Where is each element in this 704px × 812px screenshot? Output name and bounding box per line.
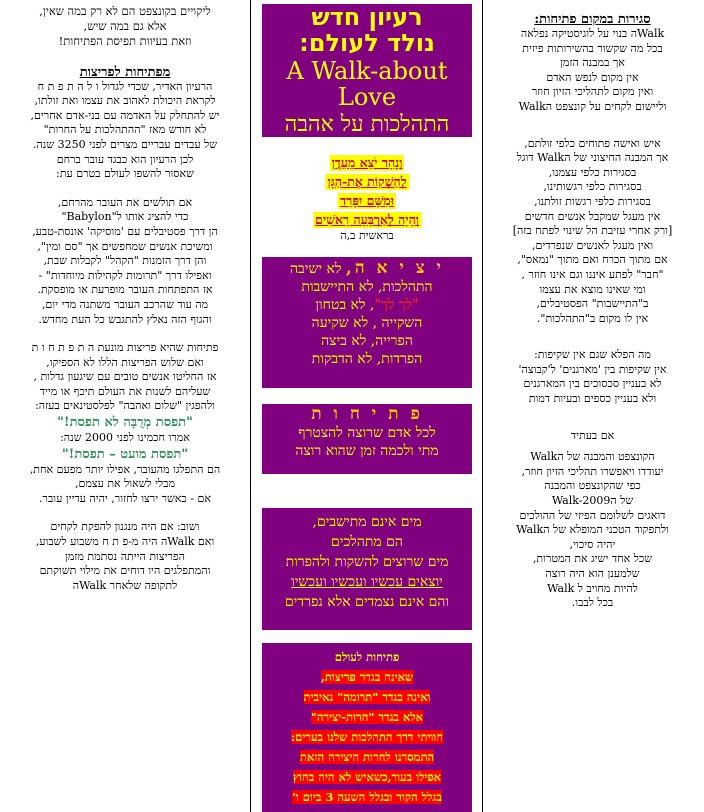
text-line: לא בעניין סכסוכים בין המארגנים — [523, 377, 662, 391]
title-hebrew-sub: התהלכות על אהבה — [284, 112, 450, 137]
text-line: הן דרך פסטיבלים עם 'מוסיקה' אונסת-טבע, — [32, 224, 218, 238]
text-line: אין לו מקום ב"התהלכות". — [536, 311, 649, 325]
text-line: פתיחות שהיא פריצות מונעת ה ת פ ת ח ו ת — [31, 341, 219, 355]
verse-line: וּמִשָּׁם יִפָּרֵד — [340, 193, 394, 208]
text-line: בסגירות כלפי רגשותינו, — [543, 180, 642, 194]
text-line: של הWalk-2009 — [551, 494, 634, 508]
exit-line: הפרייה, לא ביצה — [321, 333, 413, 349]
text-line: שעליהם לשנות את העולם תיכף או מייד — [39, 384, 211, 398]
after-quotes — [4, 463, 246, 507]
quote-source: אמרו חכמינו לפני 2000 שנה: — [60, 431, 190, 445]
text-line: אז התפתחות העובר מופרעת או מופסקת. — [37, 283, 213, 297]
text-line: אין מעגל שמקבל אנשים חדשים — [524, 209, 661, 223]
text-line: בכל לבבו. — [571, 596, 614, 610]
exit-line: התהלכות, לא התיישבות — [301, 279, 433, 295]
closure-block-1 — [487, 27, 698, 115]
text-line: מה הפלא שגם אין שקיפות: — [534, 348, 651, 362]
lech-lecha: "לך לך" — [374, 297, 419, 313]
text-line: הפריצות הייתה נסתמת מזמן — [65, 549, 185, 563]
exit-heading: י צ י א ה, — [345, 258, 445, 278]
title-line: נולד לעולם: — [299, 29, 435, 57]
water-line: והם אינם נצמדים אלא נפרדים — [284, 594, 450, 610]
verse-block — [262, 152, 472, 242]
again-paragraph — [4, 520, 246, 593]
text-line: אם תולשים את העובר מהרחם, — [57, 195, 193, 209]
text-line: בסגירות כלפי רגשות זולתנו, — [534, 194, 651, 208]
openings-heading: פ ת י ח ו ת — [311, 404, 423, 424]
text-line: שכל אחד ישיג את המטרות, — [532, 552, 653, 566]
text-line: ואם שלוש הפריצות הללו לא הספיקו, — [46, 355, 204, 369]
breakouts-heading: מפתיחות לפריצות — [79, 64, 171, 80]
text-line: יהיה סיכוי, — [569, 537, 616, 551]
text-line: והן דרך הזמנות "הקהל" לקבלות שבת, — [43, 254, 207, 268]
text-line: אך המבנה החיצוני של הWalk דוגל — [516, 151, 669, 165]
text-line: יש להתחלק על האדמה עם בני-אדם אחרים, — [30, 108, 220, 122]
water-line: מים שרוצים להשקות ולהפרות — [285, 554, 449, 570]
exit-line: הפרדות, לא הדבקות — [311, 351, 423, 367]
text-line: אין שקיפות בין 'מארגנים' ל'קבוצה' — [518, 362, 667, 376]
text-line: וליישום לקחים על קונצפט הWalk — [518, 99, 667, 113]
final-line: חוויתי דרך התהלכות שלנו בערים: — [290, 730, 444, 744]
final-line: שאינה בגדר פריצות, — [320, 670, 414, 684]
text-line: ולהפגין "שלום ואהבה" לפלסטינאים בעזה: — [35, 399, 215, 413]
text-line: "חבר" לפתע איננו וגם אינו חוזר , — [521, 267, 664, 281]
left-column — [0, 0, 250, 812]
text-line: לא חודש מאז "ההתהלכות על החרות" — [43, 123, 207, 137]
text-line: לקראת היכולת לאהוב את עצמו ואת זולתו, — [34, 94, 216, 108]
right-column — [483, 0, 704, 812]
exit-block — [262, 257, 472, 388]
intro-line: אלא גם במה שיש, — [83, 19, 167, 34]
text-line: ואין מעגל לאנשים שנפרדים, — [531, 238, 654, 252]
text-line: בסגירות כלפי עצמנו, — [548, 165, 637, 179]
text-line: ולא בעניין כספים ובעיות דמות — [528, 392, 657, 406]
text-line: איש ואישה פתוחים כלפי זולתם, — [524, 136, 661, 150]
text-line: הקונצפט והמבנה של הWalk — [530, 450, 655, 464]
text-line: אך במבנה הזמן — [560, 56, 625, 70]
quote-much: "תפסת מְרֻבָּה לא תפסת!" — [57, 415, 193, 431]
verse-line: וְהָיָה לְאַרְבָּעָה רָאשִׁים — [315, 212, 419, 227]
title-line: רעיון חדש — [311, 3, 423, 31]
verse-line: וְנָהָר יֹצֵא מֵעֵדֶן — [331, 155, 403, 170]
closure-block-3 — [487, 348, 698, 406]
text-line: והמתפלגים היו דוחים את מילוי תשוקתם — [39, 564, 211, 578]
thirty-paragraph — [4, 196, 246, 327]
text-line: כפי שהקונצפט והמבנה — [544, 479, 641, 493]
text-line: כדי להציג אותו ל"Babylon" — [61, 210, 189, 224]
final-block — [262, 643, 472, 812]
water-line: הם מתהלכים — [331, 534, 403, 550]
text-line: אם בעתיד — [570, 428, 615, 442]
text-line: ואין מקום לתהליכי הזיון חוזר — [531, 85, 654, 99]
verse-source: בראשית ב,ה — [340, 229, 394, 242]
final-line: אפילו בעוד,כשאיש לא היה בחוץ — [292, 770, 442, 784]
middle-column — [250, 0, 483, 812]
water-block — [262, 508, 472, 630]
text-line: יעודדו ויאפשרו תהליכי הזיון חוזר, — [521, 464, 664, 478]
quote-little: "תפסת מועט – תפסת!" — [61, 446, 189, 462]
text-line: לתקופה שלאחר Walkה — [72, 578, 178, 592]
text-line: בכל מה שקשור בהשירותות פיזית — [522, 41, 663, 55]
openings-line: לכל אדם שרוצה להצטרף — [298, 425, 436, 441]
text-line: אם מתוך הכרח ואם מתוך "נמאס", — [517, 253, 668, 267]
closure-block-4 — [487, 429, 698, 611]
text-line: דואגים לשלומם הפיזי של ההולכים — [519, 508, 666, 522]
text-line: מה עוד שהרכב העובר משתנה מדי יום, — [41, 297, 209, 311]
openings-line: מתי ולכמה זמן שהוא רוצה — [295, 443, 439, 459]
text-line: של עבדים עבריים מצרים לפני 3250 שנה. — [32, 137, 218, 151]
text-line: ולתפקוד הטכני המופלא של הWalk — [516, 523, 669, 537]
text-line: אז החליטו אנשים טובים עם שיגעון גדלות , — [33, 370, 217, 384]
closure-block-2 — [487, 137, 698, 327]
text-line: ומשיכת אנשים שמחפשים אך "סם ומין", — [37, 239, 213, 253]
final-line: ואינה בגדר "תרומה" נאיבית — [303, 690, 431, 704]
text-line: ואפילו דרך "תרומות לקהילות מיוחדות" - — [38, 268, 212, 282]
text-line: [ורק אחרי עזיבת הל שינוי לפתח בזה] — [512, 224, 673, 238]
text-line: ומי שאינו מוצא את עצמו — [539, 282, 646, 296]
text-line: מבלי לשאול את עצמם, — [74, 477, 175, 491]
intro-block — [4, 4, 246, 50]
text-line: שלמענן הוא היה רוצה — [545, 567, 640, 580]
text-line: אין מקום לנפש האדם — [546, 70, 639, 84]
text-line: הם התפלגו מהעובר, אפילו יותר מפעם אחת, — [29, 462, 221, 476]
text-line: לכן הרעיון הוא כבגד עובר ברחם — [56, 152, 194, 166]
final-line: התמסרנו לחרות היצירה הזאת — [299, 750, 435, 764]
final-line: אלא בגדר "חרות-יצירה" — [310, 710, 424, 724]
text-line: שאסור להשפו לעולם בטרם עת: — [56, 167, 194, 181]
breach-paragraph — [4, 341, 246, 414]
title-banner — [262, 4, 472, 137]
final-line: בגלל הקור ובגלל השעה 3 ביום ו' — [292, 790, 442, 804]
text-line: להיות מחויב ל Walk — [547, 581, 638, 595]
exit-line: לא ישיבה — [289, 261, 342, 277]
text-line: הרעיון האדיר, שכדי לגדול ו ל ה ת פ ת ח — [37, 79, 213, 93]
breakouts-paragraph — [4, 80, 246, 182]
exit-line: , לא בטחון — [315, 297, 375, 313]
closure-heading: סגירות במקום פתיחות: — [534, 12, 651, 27]
title-english: A Walk-about Love — [286, 57, 448, 111]
text-line: ב"התיישבות" הפסטיבלים, — [536, 297, 649, 311]
text-line: והגוף הזה נאלץ להתגבש כל העת מחדש. — [38, 312, 212, 326]
water-line: יוצאים עכשיו ועכשיו ועכשיו — [291, 574, 443, 590]
verse-line: לְהַשְׁקוֹת אֶת-הַגָּן — [327, 174, 407, 189]
text-line: אם - כאשר ירצו לחזור, יהיה עדיין עובר. — [39, 491, 211, 505]
openings-block — [262, 404, 472, 474]
intro-line: ליקויים בקונצפט הם לא רק במה שאין, — [39, 4, 211, 18]
water-line: מים אינם מתישבים, — [312, 514, 422, 530]
intro-line: וזאת בעיוות תפיסת הפתיחות! — [58, 34, 192, 49]
text-line: ואם Walkה היה מ-פ ת ח משבוע לשבוע, — [35, 535, 215, 549]
final-line: פתיחות לעולם — [334, 650, 400, 664]
text-line: ושוב: אם היה מנגנון להפקת לקחים — [50, 520, 200, 534]
exit-line: השקייה , לא שקיעה — [311, 315, 423, 331]
text-line: Walkה בנוי על לוגיסטיקה נפלאה — [520, 27, 665, 40]
